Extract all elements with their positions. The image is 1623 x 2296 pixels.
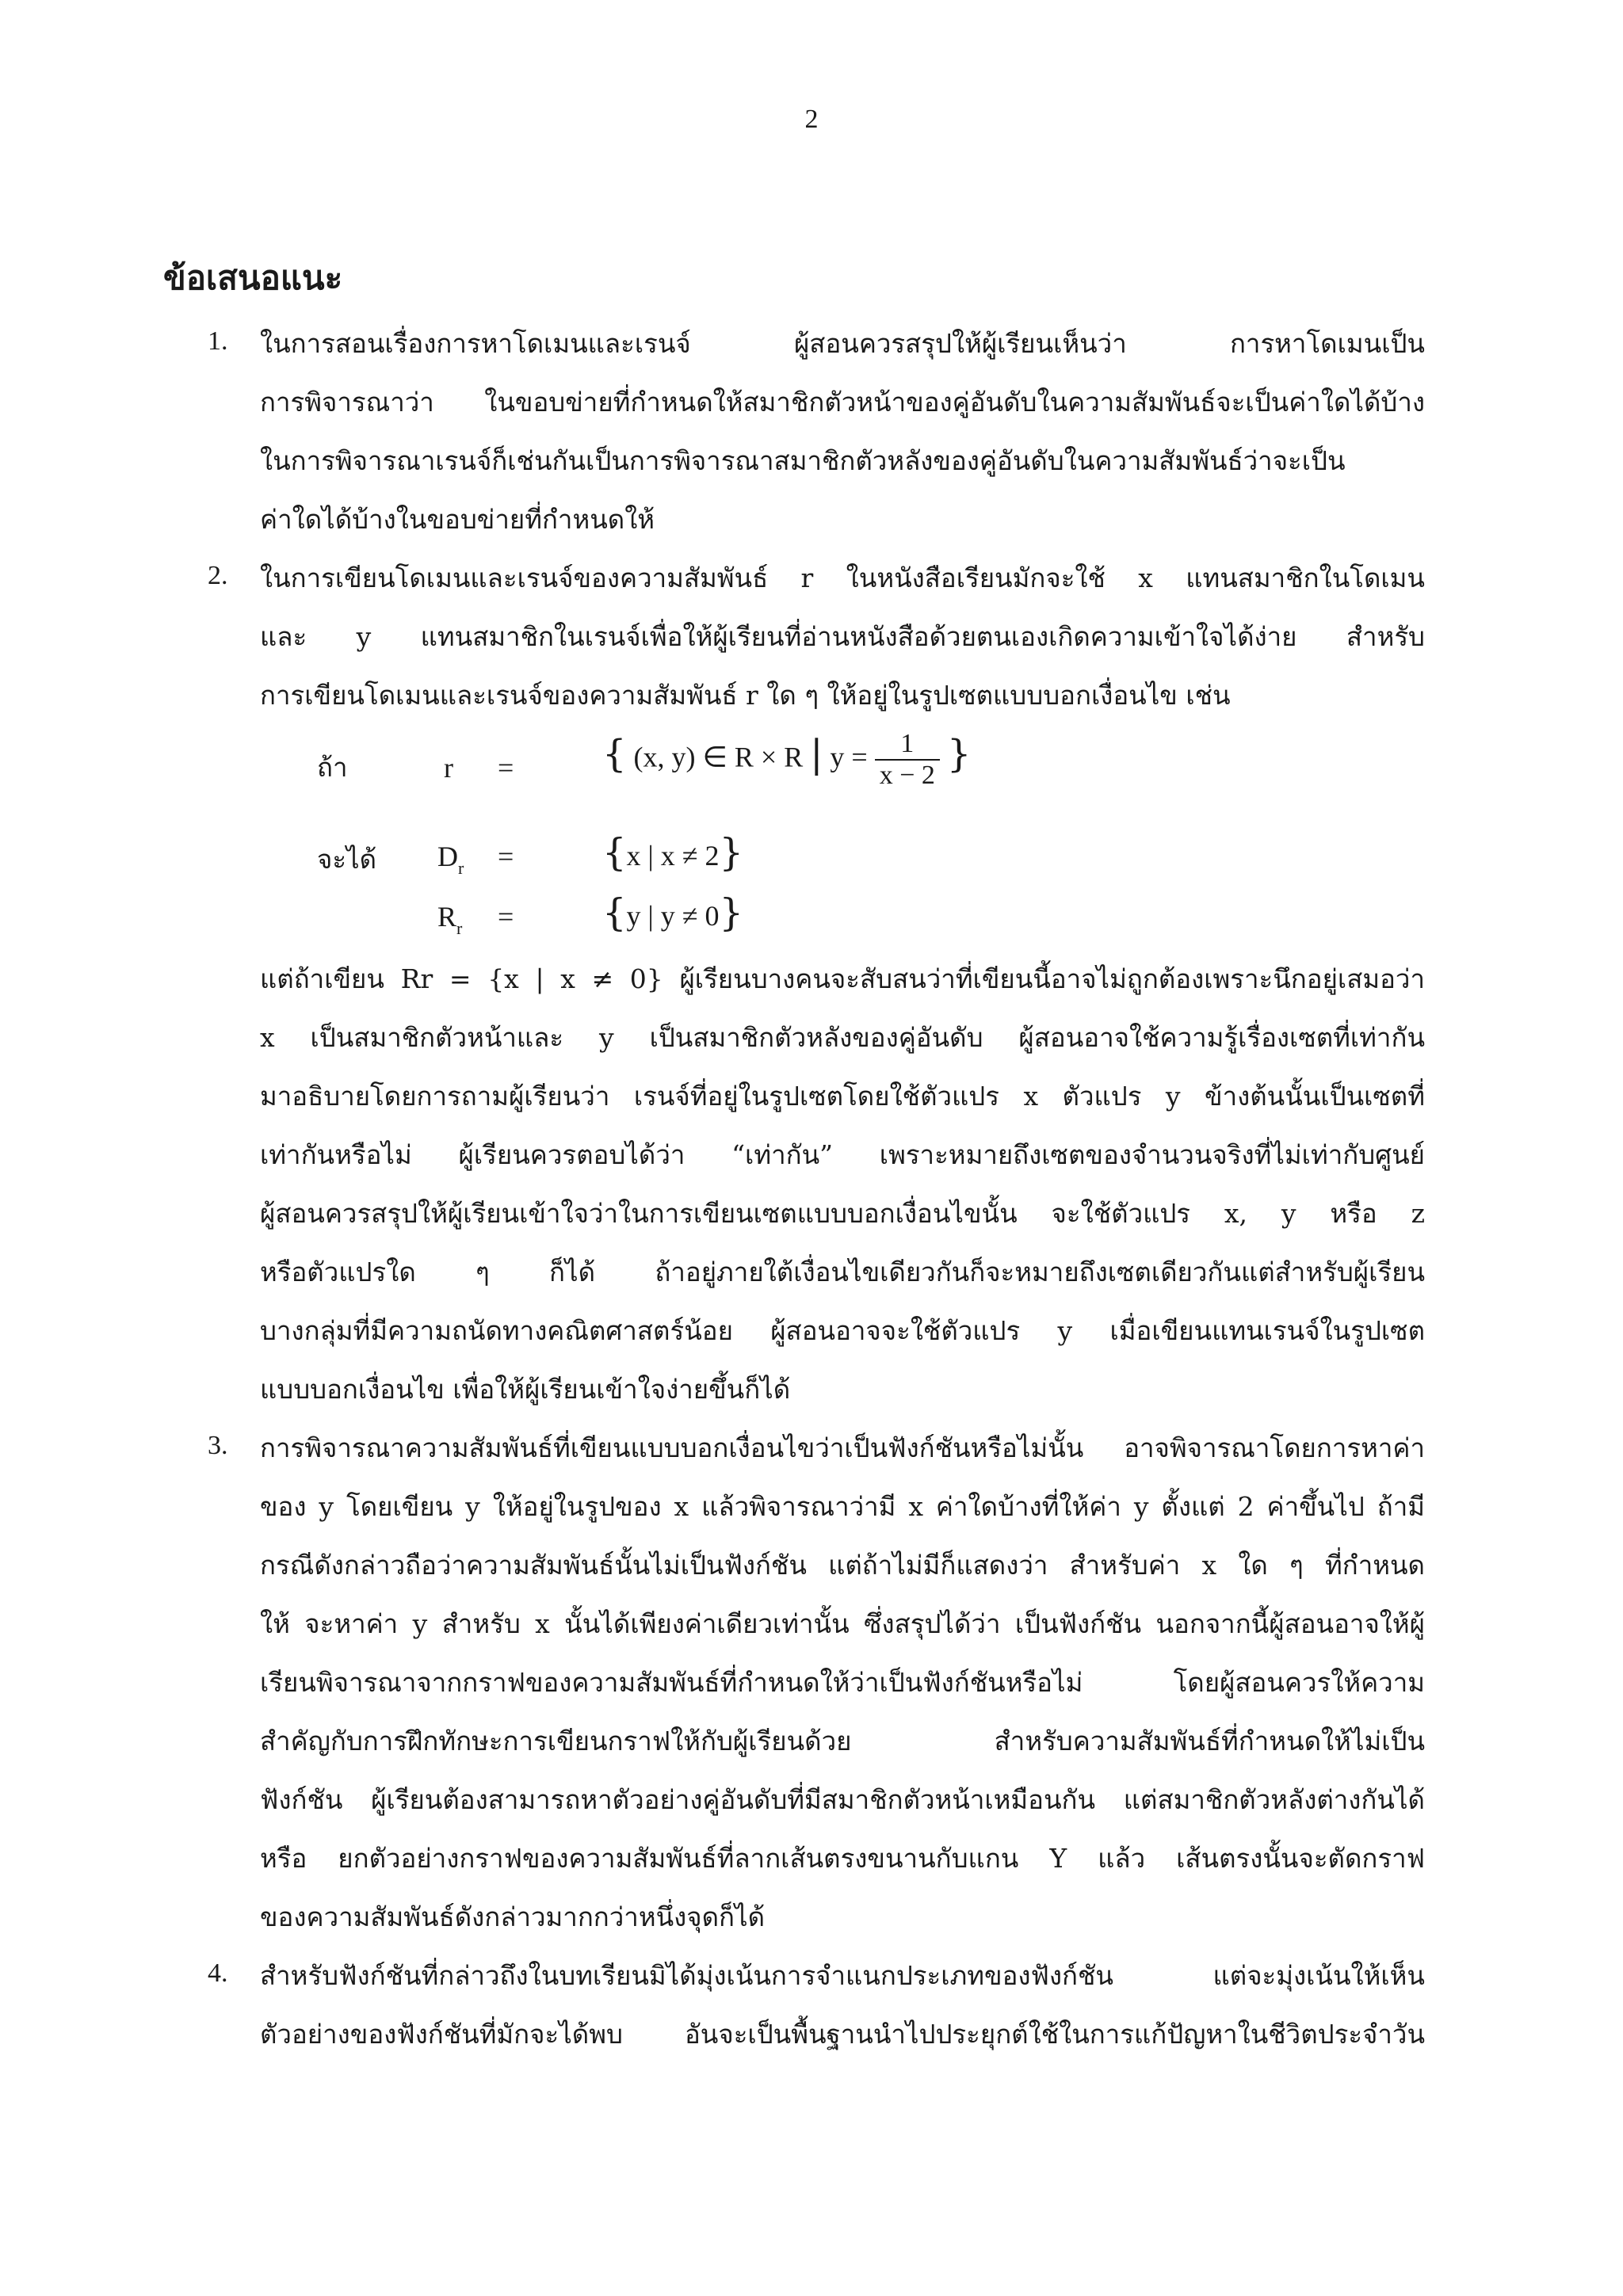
math-fraction-numerator: 1 bbox=[875, 729, 940, 761]
item-1-line-2: การพิจารณาว่า ในขอบข่ายที่กำหนดให้สมาชิกตัวหน้าของคู่อันดับในความสัมพันธ์จะเป็นค่าใดได้บ้าง bbox=[260, 387, 1425, 418]
math-brace-open: { bbox=[602, 830, 627, 875]
item-4-line-2: ตัวอย่างของฟังก์ชันที่มักจะได้พบ อันจะเป็นพื้นฐานนำไปประยุกต์ใช้ในการแก้ปัญหาในชีวิตประจำวัน bbox=[260, 2019, 1425, 2050]
item-1-line-1: ในการสอนเรื่องการหาโดเมนและเรนจ์ ผู้สอนควรสรุปให้ผู้เรียนเห็นว่า การหาโดเมนเป็น bbox=[260, 328, 1425, 359]
item-2-after-line-6: หรือตัวแปรใด ๆ ก็ได้ ถ้าอยู่ภายใต้เงื่อนไขเดียวกันก็จะหมายถึงเซตเดียวกันแต่สำหรับผู้เรียน bbox=[260, 1257, 1425, 1287]
math-if-label: ถ้า bbox=[317, 752, 348, 783]
math-r-set-cond: y = bbox=[830, 741, 868, 773]
math-r-symbol: r bbox=[444, 752, 453, 784]
math-fraction-denominator: x − 2 bbox=[879, 761, 935, 790]
item-2-after-line-3: มาอธิบายโดยการถามผู้เรียนว่า เรนจ์ที่อยู่ในรูปเซตโดยใช้ตัวแปร x ตัวแปร y ข้างต้นนั้นเป็นเซตที่ bbox=[260, 1081, 1425, 1112]
math-range-letter: R bbox=[437, 901, 457, 933]
item-3-line-2: ของ y โดยเขียน y ให้อยู่ในรูปของ x แล้วพิจารณาว่ามี x ค่าใดบ้างที่ให้ค่า y ตั้งแต่ 2 ค่าขึ้นไป ถ้ามี bbox=[260, 1491, 1425, 1522]
math-bar: | bbox=[810, 731, 823, 776]
math-r-set-open: (x, y) ∈ R × R bbox=[633, 741, 804, 773]
math-domain-set bbox=[602, 830, 743, 875]
item-3-line-1: การพิจารณาความสัมพันธ์ที่เขียนแบบบอกเงื่อนไขว่าเป็นฟังก์ชันหรือไม่นั้น อาจพิจารณาโดยการหาค่า bbox=[260, 1432, 1425, 1463]
math-range-sub: r bbox=[456, 918, 463, 938]
item-2-after-line-8: แบบบอกเงื่อนไข เพื่อให้ผู้เรียนเข้าใจง่ายขึ้นก็ได้ bbox=[260, 1374, 791, 1405]
item-number-2: 2. bbox=[208, 561, 228, 590]
math-r-set bbox=[602, 729, 971, 791]
math-range-set bbox=[602, 891, 743, 935]
math-brace-open: { bbox=[602, 891, 627, 935]
item-1-line-3: ในการพิจารณาเรนจ์ก็เช่นกันเป็นการพิจารณาสมาชิกตัวหลังของคู่อันดับในความสัมพันธ์ว่าจะเป็น bbox=[260, 445, 1346, 476]
item-2-after-line-1: แต่ถ้าเขียน Rr = {x | x ≠ 0} ผู้เรียนบางคนจะสับสนว่าที่เขียนนี้อาจไม่ถูกต้องเพราะนึกอยู่เสมอว่า bbox=[260, 963, 1425, 994]
item-3-line-7: ฟังก์ชัน ผู้เรียนต้องสามารถหาตัวอย่างคู่อันดับที่มีสมาชิกตัวหน้าเหมือนกัน แต่สมาชิกตัวหลังต่างกันได้ bbox=[260, 1784, 1425, 1815]
math-range-symbol bbox=[437, 900, 463, 938]
math-domain-sub: r bbox=[458, 858, 464, 878]
math-brace-close: } bbox=[946, 731, 972, 776]
math-eq-2: = bbox=[498, 841, 514, 872]
page-number: 2 bbox=[804, 105, 819, 134]
item-2-after-line-2: x เป็นสมาชิกตัวหน้าและ y เป็นสมาชิกตัวหลังของคู่อันดับ ผู้สอนอาจใช้ความรู้เรื่องเซตที่เท่ากัน bbox=[260, 1022, 1425, 1053]
item-2-after-line-4: เท่ากันหรือไม่ ผู้เรียนควรตอบได้ว่า “เท่ากัน” เพราะหมายถึงเซตของจำนวนจริงที่ไม่เท่ากับศูนย์ bbox=[260, 1139, 1425, 1170]
math-domain-symbol bbox=[437, 840, 464, 878]
math-range-set-text: y | y ≠ 0 bbox=[626, 900, 720, 932]
item-2-after-line-5: ผู้สอนควรสรุปให้ผู้เรียนเข้าใจว่าในการเขียนเซตแบบบอกเงื่อนไขนั้น จะใช้ตัวแปร x, y หรือ z bbox=[260, 1198, 1425, 1229]
math-brace-close: } bbox=[719, 891, 744, 935]
item-4-line-1: สำหรับฟังก์ชันที่กล่าวถึงในบทเรียนมิได้มุ่งเน้นการจำแนกประเภทของฟังก์ชัน แต่จะมุ่งเน้นให้เห็น bbox=[260, 1960, 1425, 1991]
item-number-1: 1. bbox=[208, 326, 228, 356]
math-domain-set-text: x | x ≠ 2 bbox=[626, 840, 720, 871]
item-3-line-6: สำคัญกับการฝึกทักษะการเขียนกราฟให้กับผู้เรียนด้วย สำหรับความสัมพันธ์ที่กำหนดให้ไม่เป็น bbox=[260, 1726, 1425, 1756]
item-3-line-3: กรณีดังกล่าวถือว่าความสัมพันธ์นั้นไม่เป็นฟังก์ชัน แต่ถ้าไม่มีก็แสดงว่า สำหรับค่า x ใด ๆ ที่กำหนด bbox=[260, 1550, 1425, 1581]
math-then-label: จะได้ bbox=[317, 844, 377, 875]
math-fraction bbox=[875, 729, 940, 791]
item-2-after-line-7: บางกลุ่มที่มีความถนัดทางคณิตศาสตร์น้อย ผู้สอนอาจจะใช้ตัวแปร y เมื่อเขียนแทนเรนจ์ในรูปเซต bbox=[260, 1315, 1425, 1346]
math-eq-3: = bbox=[498, 901, 514, 933]
math-eq-1: = bbox=[498, 752, 514, 784]
math-brace-close: } bbox=[719, 830, 744, 875]
item-2-line-3: การเขียนโดเมนและเรนจ์ของความสัมพันธ์ r ใด ๆ ให้อยู่ในรูปเซตแบบบอกเงื่อนไข เช่น bbox=[260, 680, 1231, 711]
item-3-line-8: หรือ ยกตัวอย่างกราฟของความสัมพันธ์ที่ลากเส้นตรงขนานกับแกน Y แล้ว เส้นตรงนั้นจะตัดกราฟ bbox=[260, 1843, 1425, 1874]
math-brace-open: { bbox=[602, 731, 627, 776]
item-3-line-5: เรียนพิจารณาจากกราฟของความสัมพันธ์ที่กำหนดให้ว่าเป็นฟังก์ชันหรือไม่ โดยผู้สอนควรให้ความ bbox=[260, 1667, 1425, 1698]
item-3-line-4: ให้ จะหาค่า y สำหรับ x นั้นได้เพียงค่าเดียวเท่านั้น ซึ่งสรุปได้ว่า เป็นฟังก์ชัน นอกจากนี้ผู้สอนอาจให้ผู้ bbox=[260, 1608, 1425, 1639]
item-3-line-9: ของความสัมพันธ์ดังกล่าวมากกว่าหนึ่งจุดก็ได้ bbox=[260, 1901, 766, 1932]
item-2-line-1: ในการเขียนโดเมนและเรนจ์ของความสัมพันธ์ r ในหนังสือเรียนมักจะใช้ x แทนสมาชิกในโดเมน bbox=[260, 563, 1425, 593]
item-number-3: 3. bbox=[208, 1431, 228, 1460]
math-domain-letter: D bbox=[437, 841, 458, 872]
item-number-4: 4. bbox=[208, 1958, 228, 1988]
item-1-line-4: ค่าใดได้บ้างในขอบข่ายที่กำหนดให้ bbox=[260, 504, 655, 535]
section-heading: ข้อเสนอแนะ bbox=[163, 258, 343, 297]
item-2-line-2: และ y แทนสมาชิกในเรนจ์เพื่อให้ผู้เรียนที่อ่านหนังสือด้วยตนเองเกิดความเข้าใจได้ง่าย สำหรับ bbox=[260, 621, 1425, 652]
